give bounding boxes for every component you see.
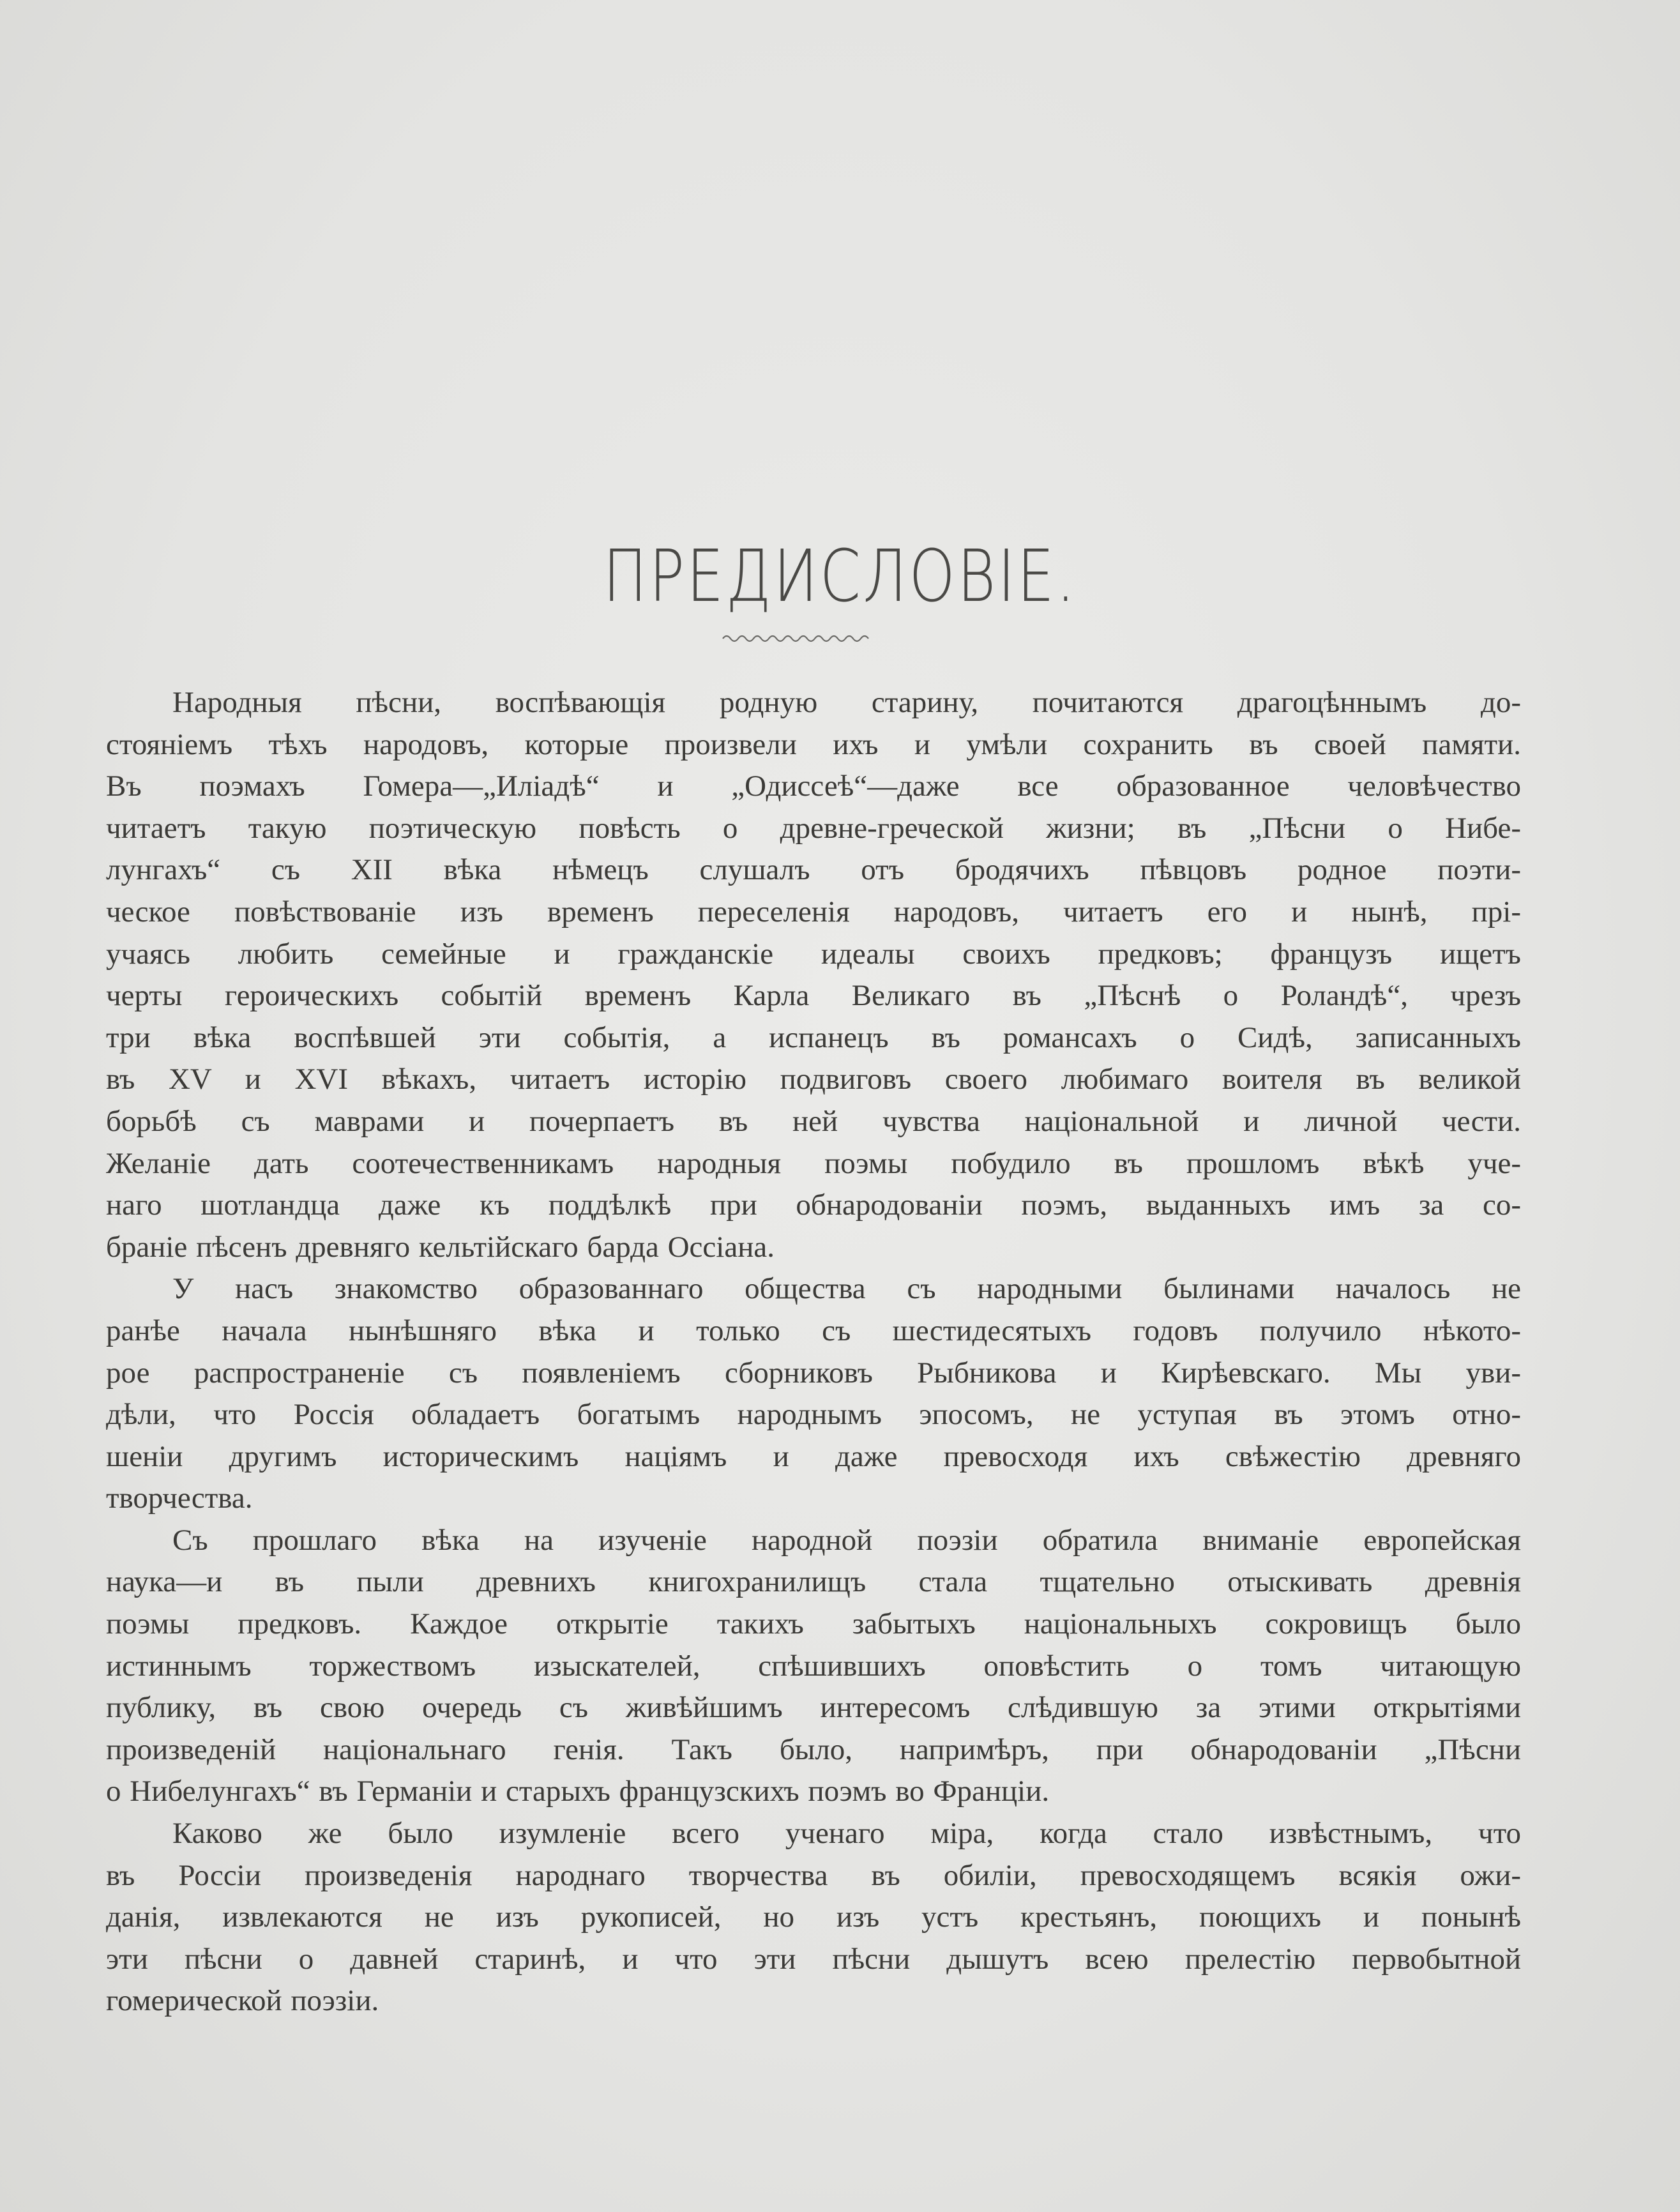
text-line: Народныя пѣсни, воспѣвающія родную старину, почитаются драгоцѣннымъ до- bbox=[172, 686, 1521, 719]
text-line: наго шотландца даже къ поддѣлкѣ при обнародованіи поэмъ, выданныхъ имъ за со- bbox=[106, 1188, 1521, 1222]
text-line: Съ прошлаго вѣка на изученіе народной поэзіи обратила вниманіе европейская bbox=[172, 1523, 1521, 1557]
text-line: Желаніе дать соотечественникамъ народныя поэмы побудило въ прошломъ вѣкѣ уче- bbox=[106, 1146, 1521, 1180]
text-line: читаетъ такую поэтическую повѣсть о древне-греческой жизни; въ „Пѣсни о Нибе- bbox=[106, 811, 1521, 845]
text-line: лунгахъ“ съ XII вѣка нѣмецъ слушалъ отъ бродячихъ пѣвцовъ родное поэти- bbox=[106, 853, 1521, 887]
text-line: въ Россіи произведенія народнаго творчества въ обиліи, превосходящемъ всякія ожи- bbox=[106, 1858, 1521, 1892]
text-line: браніе пѣсенъ древняго кельтійскаго барда Оссіана. bbox=[106, 1230, 775, 1264]
text-line: дѣли, что Россія обладаетъ богатымъ народнымъ эпосомъ, не уступая въ этомъ отно- bbox=[106, 1398, 1521, 1432]
text-line: публику, въ свою очередь съ живѣйшимъ интересомъ слѣдившую за этими открытіями bbox=[106, 1691, 1521, 1725]
preface-body bbox=[106, 682, 1521, 2022]
text-line: ранѣе начала нынѣшняго вѣка и только съ шестидесятыхъ годовъ получило нѣкото- bbox=[106, 1314, 1521, 1347]
wavy-rule-ornament-icon bbox=[722, 628, 872, 648]
text-line: У насъ знакомство образованнаго общества съ народными былинами началось не bbox=[172, 1272, 1521, 1306]
text-line: учаясь любить семейные и гражданскіе идеалы своихъ предковъ; французъ ищетъ bbox=[106, 937, 1521, 971]
text-line: черты героическихъ событій временъ Карла Великаго въ „Пѣснѣ о Роландѣ“, чрезъ bbox=[106, 979, 1521, 1013]
text-line: стояніемъ тѣхъ народовъ, которые произвели ихъ и умѣли сохранить въ своей памяти. bbox=[106, 727, 1521, 761]
text-line: поэмы предковъ. Каждое открытіе такихъ забытыхъ національныхъ сокровищъ было bbox=[106, 1607, 1521, 1641]
text-line: данія, извлекаются не изъ рукописей, но изъ устъ крестьянъ, поющихъ и понынѣ bbox=[106, 1900, 1521, 1934]
text-line: творчества. bbox=[106, 1481, 253, 1515]
text-line: о Нибелунгахъ“ въ Германіи и старыхъ французскихъ поэмъ во Франціи. bbox=[106, 1775, 1050, 1808]
paragraph bbox=[106, 1813, 1521, 2022]
text-line: въ XV и XVI вѣкахъ, читаетъ исторію подвиговъ своего любимаго воителя въ великой bbox=[106, 1063, 1521, 1096]
text-line: ческое повѣствованіе изъ временъ переселенія народовъ, читаетъ его и нынѣ, прі- bbox=[106, 895, 1521, 928]
paragraph bbox=[106, 682, 1521, 1268]
text-line: произведеній національнаго генія. Такъ было, напримѣръ, при обнародованіи „Пѣсни bbox=[106, 1732, 1521, 1766]
page-title: ПРЕДИСЛОВІЕ. bbox=[603, 535, 1077, 618]
text-line: шеніи другимъ историческимъ націямъ и даже превосходя ихъ свѣжестію древняго bbox=[106, 1439, 1521, 1473]
paragraph bbox=[106, 1520, 1521, 1813]
text-line: Каково же было изумленіе всего ученаго міра, когда стало извѣстнымъ, что bbox=[172, 1817, 1521, 1851]
text-line: наука—и въ пыли древнихъ книгохранилищъ стала тщательно отыскивать древнія bbox=[106, 1565, 1521, 1599]
text-line: эти пѣсни о давней старинѣ, и что эти пѣсни дышутъ всею прелестію первобытной bbox=[106, 1942, 1521, 1976]
text-line: Въ поэмахъ Гомера—„Иліадѣ“ и „Одиссеѣ“—даже все образованное человѣчество bbox=[106, 769, 1521, 803]
text-line: три вѣка воспѣвшей эти событія, а испанецъ въ романсахъ о Сидѣ, записанныхъ bbox=[106, 1020, 1521, 1054]
text-line: борьбѣ съ маврами и почерпаетъ въ ней чувства національной и личной чести. bbox=[106, 1104, 1521, 1138]
paragraph bbox=[106, 1268, 1521, 1520]
text-line: рое распространеніе съ появленіемъ сборниковъ Рыбникова и Кирѣевскаго. Мы уви- bbox=[106, 1356, 1521, 1390]
text-line: гомерической поэзіи. bbox=[106, 1984, 379, 2018]
text-line: истиннымъ торжествомъ изыскателей, спѣшившихъ оповѣстить о томъ читающую bbox=[106, 1649, 1521, 1683]
